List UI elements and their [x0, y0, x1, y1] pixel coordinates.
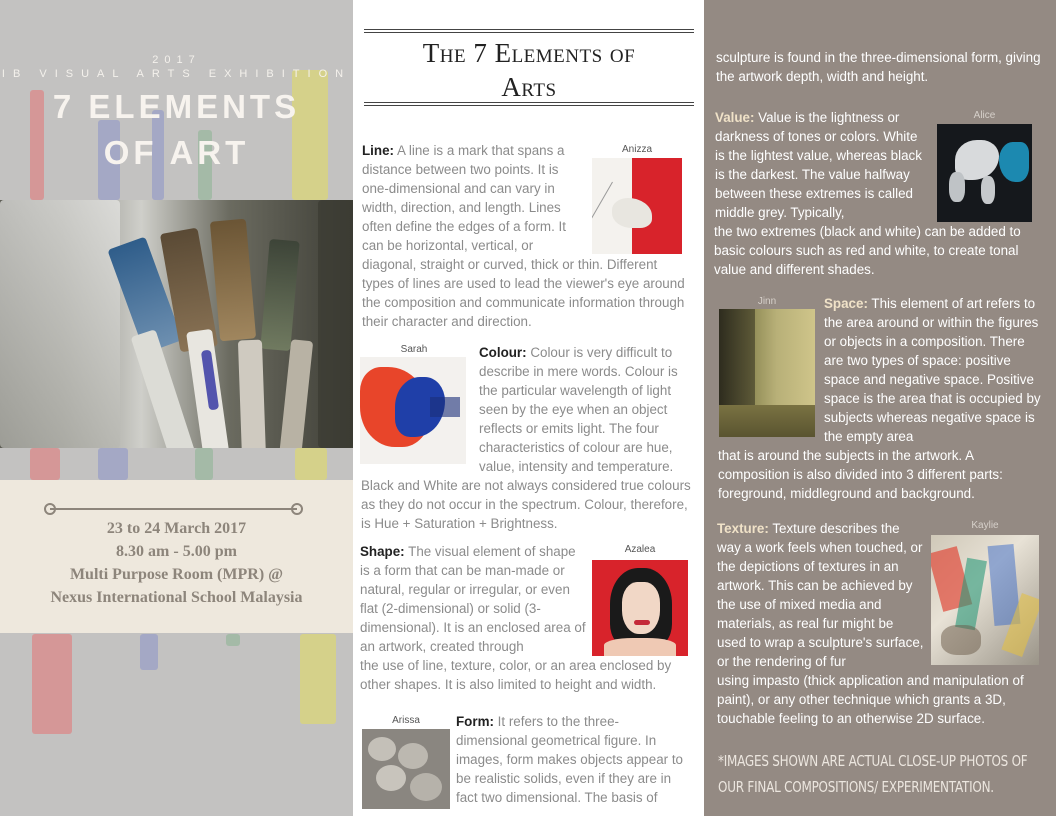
paint-stroke [195, 448, 213, 480]
exhibition-year: 2017 [152, 54, 201, 66]
value-artist-caption: Alice [973, 110, 996, 121]
texture-artist-caption: Kaylie [971, 520, 999, 531]
shape-text-cont: the use of line, texture, color, or an area enclosed by other shapes. It is also limited to height and width. [360, 658, 672, 692]
page-title [364, 36, 694, 104]
exhibition-name: IB VISUAL ARTS EXHIBITION [1, 68, 352, 80]
title-rule-top [364, 29, 694, 33]
value-text-cont: the two extremes (black and white) can be added to basic colours such as red and white, to create tonal value and different shades. [714, 224, 1021, 277]
cover-title-line2: OF ART [103, 134, 250, 171]
line-artwork [592, 158, 682, 254]
footnote: *IMAGES SHOWN ARE ACTUAL CLOSE-UP PHOTOS OF OUR FINAL COMPOSITIONS/ EXPERIMENTATION. [718, 752, 1028, 796]
paintbrush-photo [0, 200, 353, 448]
space-artist-caption: Jinn [757, 296, 777, 307]
form-body: It refers to the three-dimensional geometrical figure. In images, form makes objects appear to be realistic solids, even if they are in fact two dimensional. The basis of [456, 714, 684, 805]
cover-title-line1: 7 ELEMENTS [52, 88, 301, 125]
paint-stroke [295, 448, 327, 480]
title-rule-bottom [364, 102, 694, 106]
form-text [456, 712, 690, 807]
shape-body: The visual element of shape is a form that can be man-made or natural, regular or irregular, or even flat (2-dimensional) or solid (3-dimensional). It is an enclosed area of an artwork, created through [360, 544, 586, 654]
paint-stroke [300, 634, 336, 724]
texture-text-cont: using impasto (thick application and manipulation of paint), or any other technique which grants a 3D, touchable feeling to an otherwise 2D surface. [717, 673, 1024, 726]
shape-text [360, 542, 588, 656]
event-school: Nexus International School Malaysia [50, 589, 303, 606]
colour-text-cont: Black and White are not always considered true colours as they do not occur in the spectrum. Colour, therefore, is Hue + Saturation + Brightness. [361, 478, 691, 531]
line-heading: Line: [362, 143, 394, 158]
space-heading: Space: [824, 296, 868, 311]
paint-stroke [30, 448, 60, 480]
event-venue: Multi Purpose Room (MPR) @ [69, 566, 284, 583]
form-artwork [362, 729, 450, 809]
form-heading: Form: [456, 714, 494, 729]
colour-text [479, 343, 689, 476]
texture-artwork [931, 535, 1039, 665]
value-artwork [937, 124, 1032, 222]
texture-body: Texture describes the way a work feels when touched, or the depictions of textures in an artwork. This can be achieved by the use of mixed media and materials, as real fur might be used to wrap a sculpture's surface, or the rendering of fur [717, 521, 924, 669]
shape-heading: Shape: [360, 544, 405, 559]
page-title-line2: Arts [501, 72, 557, 102]
page-title-line1: The 7 Elements of [422, 38, 636, 68]
colour-artist-caption: Sarah [400, 344, 428, 355]
paint-stroke [226, 634, 240, 646]
line-body: A line is a mark that spans a distance between two points. It is one-dimensional and can vary in width, direction, and length. Lines often define the edges of a form. It can be horizontal, vertical, or [362, 143, 566, 253]
event-date: 23 to 24 March 2017 [106, 520, 247, 537]
line-text-cont: diagonal, straight or curved, thick or thin. Different types of lines are used to lead the viewer's eye around the composition and communicate information through their character and direction. [362, 257, 685, 329]
texture-text [717, 519, 924, 671]
colour-heading: Colour: [479, 345, 527, 360]
line-text [362, 141, 584, 255]
paint-stroke [98, 448, 128, 480]
value-text [715, 108, 930, 222]
space-text [824, 294, 1046, 446]
form-artist-caption: Arissa [392, 715, 420, 726]
shape-artwork [592, 560, 688, 656]
scroll-ornament [50, 508, 297, 510]
event-time: 8.30 am - 5.00 pm [116, 543, 237, 560]
space-artwork [719, 309, 815, 437]
texture-heading: Texture: [717, 521, 769, 536]
value-heading: Value: [715, 110, 755, 125]
paint-stroke [140, 634, 158, 670]
space-body: This element of art refers to the area around or within the figures or objects in a composition. There are two types of space: positive space and negative space. Positive space is the area that is occupied by subjects whereas negative space is the empty area [824, 296, 1041, 444]
value-body: Value is the lightness or darkness of tones or colors. White is the lightest value, whereas black is the darkest. The value halfway between these extremes is called middle grey. Typically, [715, 110, 922, 220]
paint-stroke [32, 634, 72, 734]
space-text-cont: that is around the subjects in the artwork. A composition is also divided into 3 different parts: foreground, middleground and background. [718, 448, 1003, 501]
cover-panel [0, 0, 353, 816]
form-text-cont: sculpture is found in the three-dimensional form, giving the artwork depth, width and height. [716, 50, 1041, 84]
colour-body: Colour is very difficult to describe in mere words. Colour is the particular wavelength of light seen by the eye when an object reflects or emits light. The four characteristics of colour are hue, value, intensity and temperature. [479, 345, 678, 474]
line-artist-caption: Anizza [621, 144, 652, 155]
colour-artwork [360, 357, 466, 464]
shape-artist-caption: Azalea [624, 544, 656, 555]
